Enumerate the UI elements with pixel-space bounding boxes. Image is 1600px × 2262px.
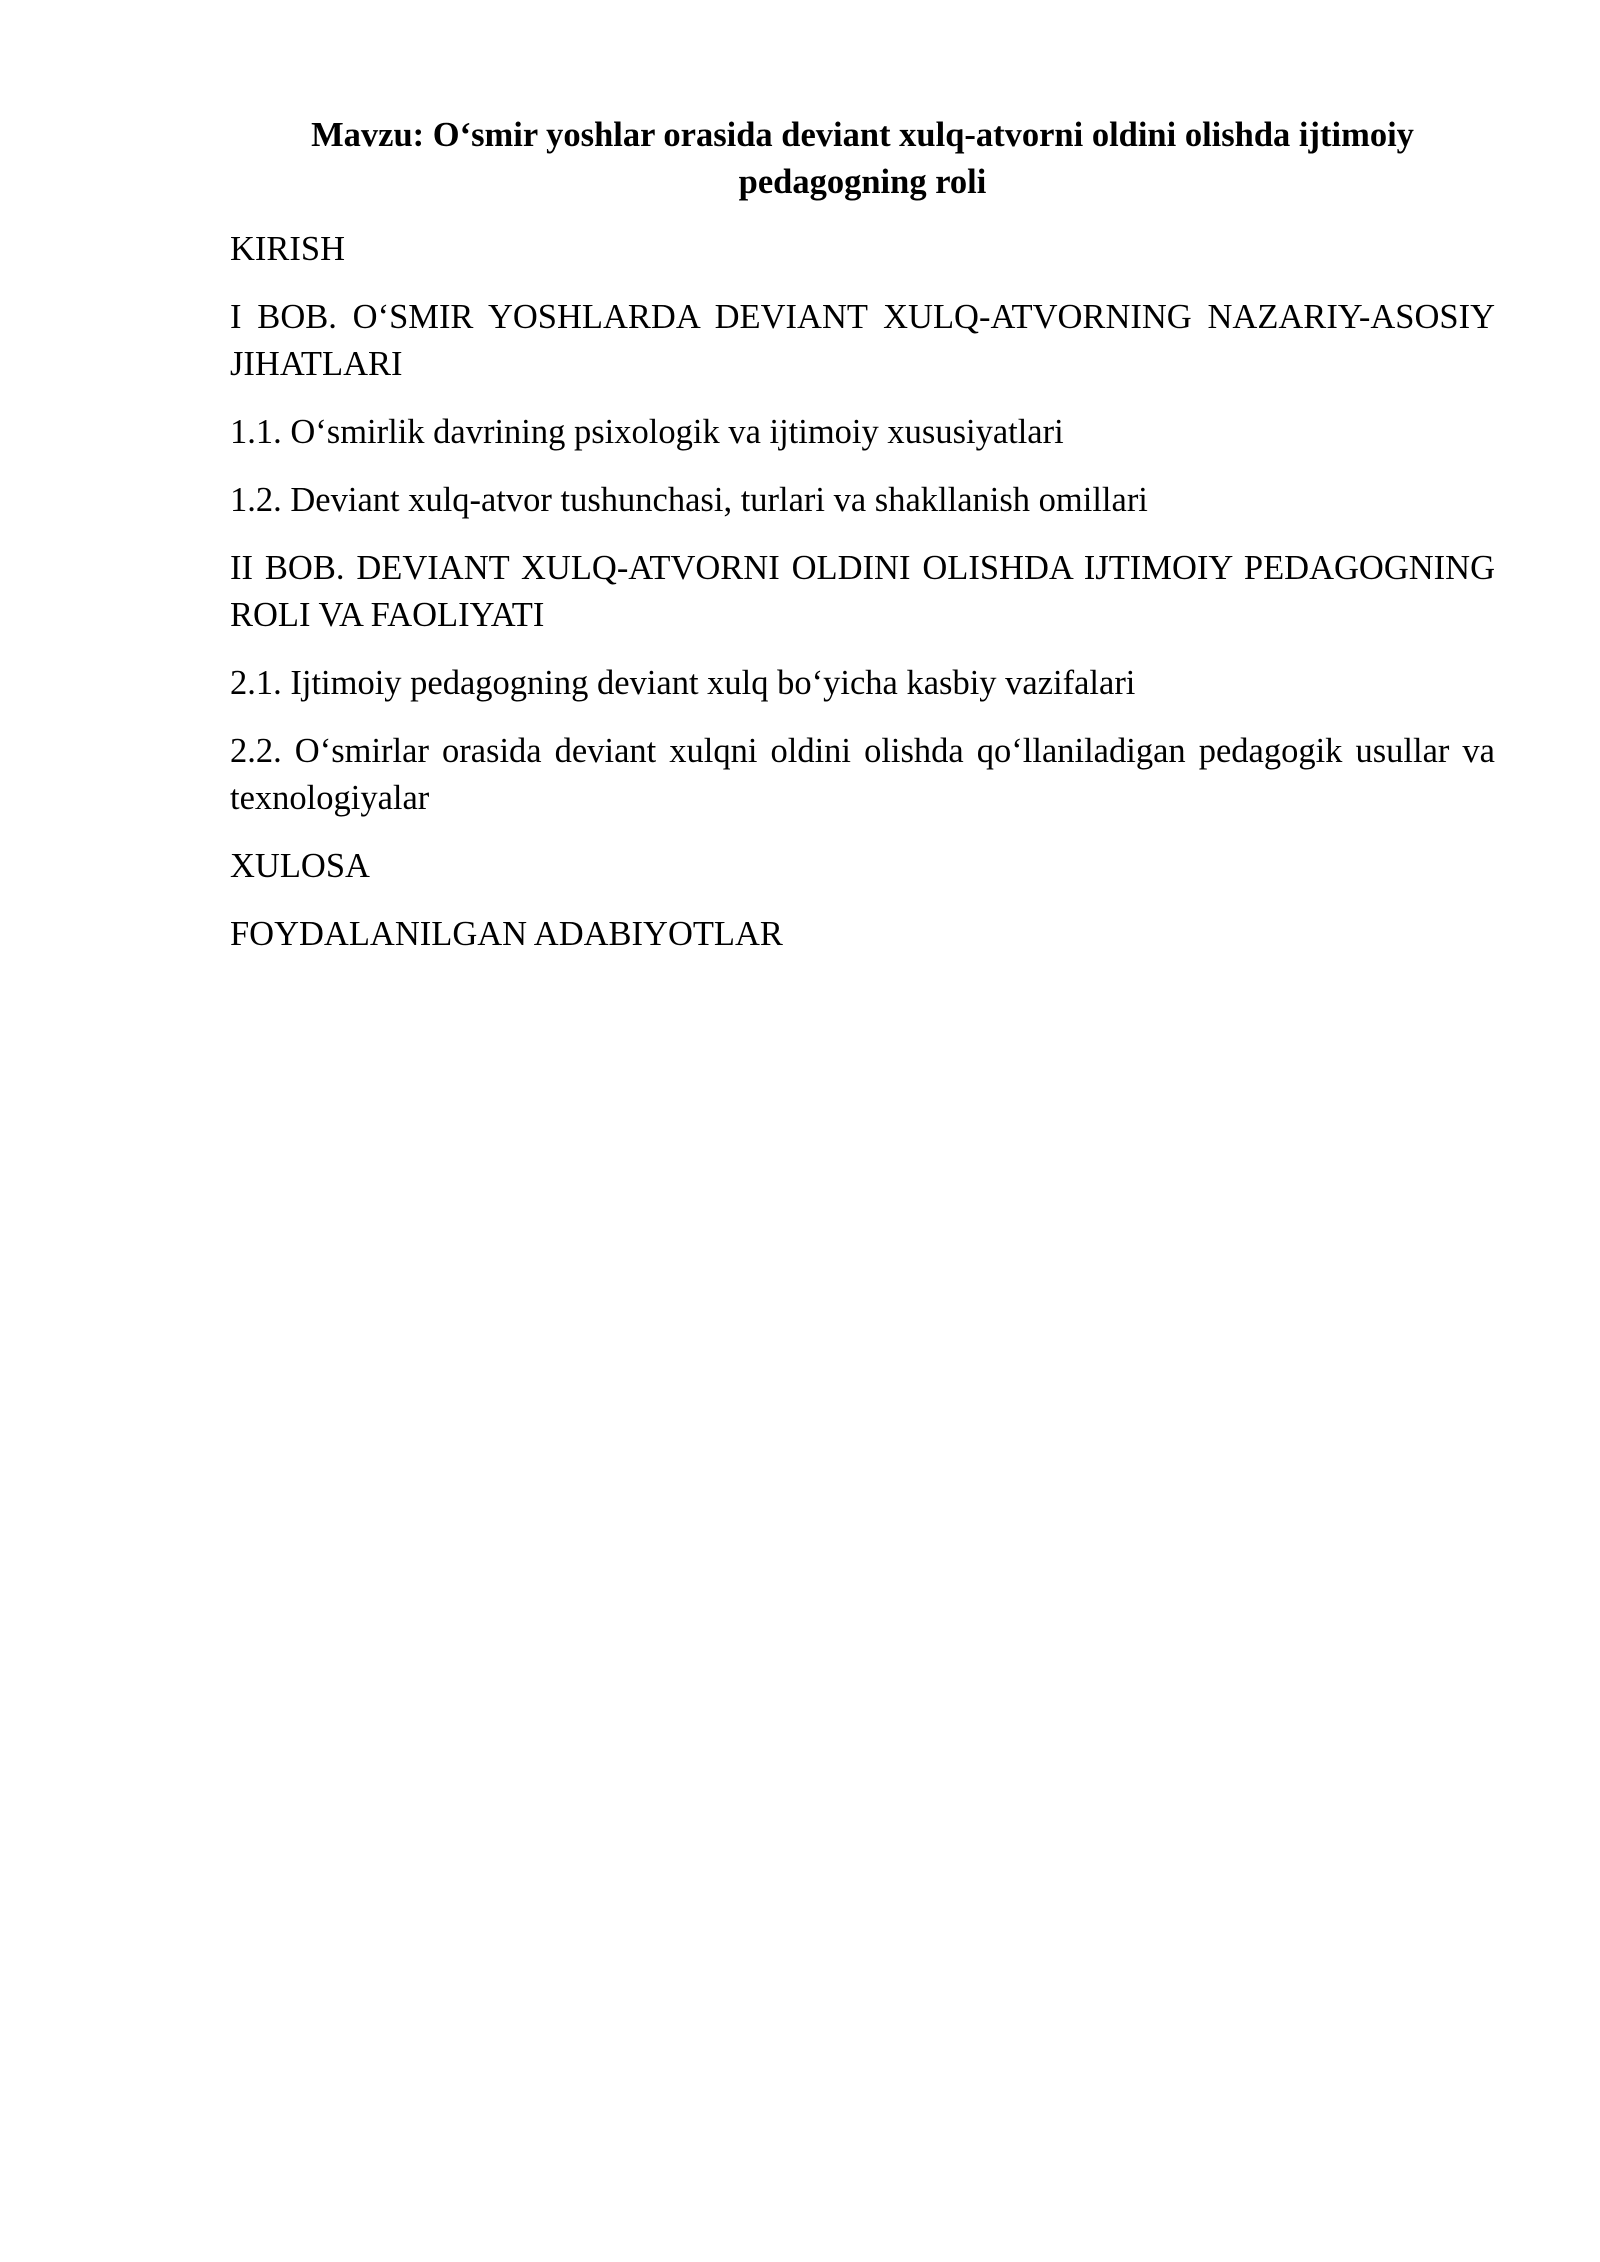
- toc-entry-section-1-1: 1.1. O‘smirlik davrining psixologik va ijtimoiy xususiyatlari: [230, 413, 1064, 451]
- toc-entry-chapter-1: I BOB. O‘SMIR YOSHLARDA DEVIANT XULQ-ATVORNING NAZARIY-ASOSIY JIHATLARI: [230, 298, 1495, 383]
- toc-entry-section-2-1: 2.1. Ijtimoiy pedagogning deviant xulq bo‘yicha kasbiy vazifalari: [230, 664, 1136, 702]
- toc-entry-references: FOYDALANILGAN ADABIYOTLAR: [230, 915, 783, 953]
- toc-entry-section-2-2: 2.2. O‘smirlar orasida deviant xulqni oldini olishda qo‘llaniladigan pedagogik usullar va texnologiyalar: [230, 732, 1495, 817]
- toc-entry-section-1-2: 1.2. Deviant xulq-atvor tushunchasi, turlari va shakllanish omillari: [230, 481, 1148, 519]
- document-title: Mavzu: O‘smir yoshlar orasida deviant xulq-atvorni oldini olishda ijtimoiy pedagogning roli: [311, 116, 1414, 201]
- toc-entry-introduction: KIRISH: [230, 230, 346, 268]
- page-content: [230, 112, 1495, 979]
- toc-entry-chapter-2: II BOB. DEVIANT XULQ-ATVORNI OLDINI OLISHDA IJTIMOIY PEDAGOGNING ROLI VA FAOLIYATI: [230, 549, 1495, 634]
- toc-entry-conclusion: XULOSA: [230, 847, 370, 885]
